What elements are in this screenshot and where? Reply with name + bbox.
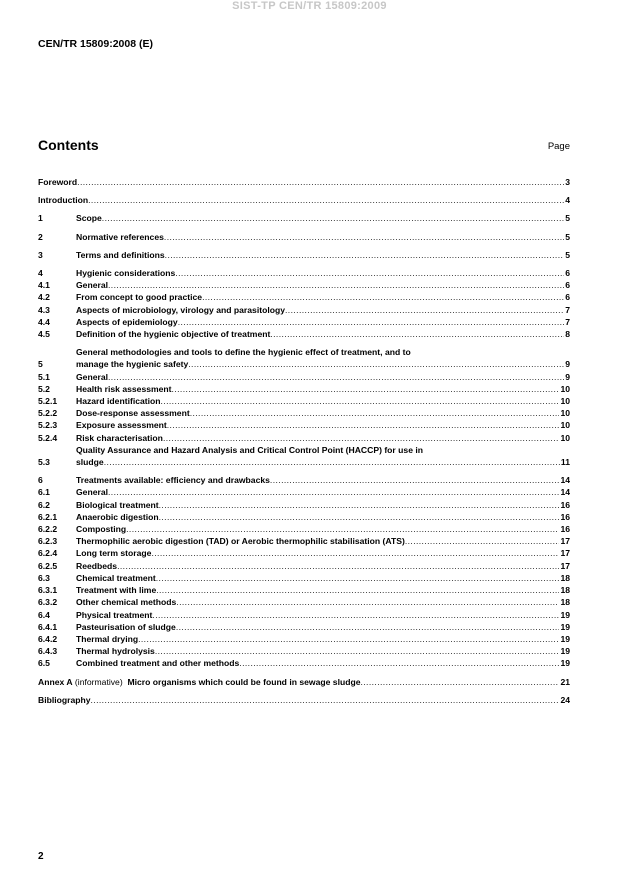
- toc-entry-page: 17: [560, 536, 570, 547]
- toc-entry-title: General: [76, 371, 109, 382]
- toc-entry-title: Long term storage: [76, 548, 152, 559]
- dot-leader: [155, 645, 560, 657]
- toc-entry-number: 6.2.4: [38, 548, 58, 559]
- dot-leader: [167, 419, 560, 431]
- toc-entry[interactable]: [38, 346, 570, 370]
- toc-entry-page: 16: [560, 499, 570, 510]
- toc-entry-title: Exposure assessment: [76, 420, 167, 431]
- toc-entry-title: Treatments available: efficiency and drawbacks: [76, 475, 270, 486]
- page-column-label: Page: [547, 141, 570, 152]
- toc-entry[interactable]: [38, 560, 570, 572]
- toc-entry[interactable]: [38, 584, 570, 596]
- toc-entry-title-line: Quality Assurance and Hazard Analysis and Critical Control Point (HACCP) for use in: [76, 444, 423, 455]
- contents-title: Contents: [38, 137, 99, 153]
- watermark: SIST-TP CEN/TR 15809:2009: [232, 0, 387, 12]
- toc-entry-page: 18: [560, 585, 570, 596]
- toc-entry[interactable]: [38, 596, 570, 608]
- dot-leader: [405, 535, 560, 547]
- toc-entry-page: 21: [560, 676, 570, 687]
- dot-leader: [270, 328, 564, 340]
- dot-leader: [285, 304, 564, 316]
- dot-leader: [176, 596, 559, 608]
- toc-entry-page: 11: [560, 457, 570, 468]
- annex-label: Annex A: [38, 676, 73, 687]
- toc-entry-title: sludge: [76, 457, 104, 468]
- toc-entry-title: Reedbeds: [76, 560, 118, 571]
- toc-entry[interactable]: [38, 176, 570, 188]
- toc-entry-number: 5.2.4: [38, 432, 58, 443]
- toc-entry-title: Thermal drying: [76, 633, 139, 644]
- page-number: 2: [38, 851, 44, 862]
- toc-entry[interactable]: [38, 645, 570, 657]
- toc-entry-number: 4.4: [38, 316, 50, 327]
- toc-entry-number: 5.2: [38, 383, 50, 394]
- toc-entry-number: 5.2.1: [38, 396, 58, 407]
- toc-entry[interactable]: [38, 694, 570, 706]
- toc-entry-page: 5: [565, 249, 570, 260]
- dot-leader: [108, 371, 564, 383]
- toc-entry-page: 6: [565, 292, 570, 303]
- toc-entry-number: 3: [38, 249, 43, 260]
- toc-entry-title: Thermophilic aerobic digestion (TAD) or Aerobic thermophilic stabilisation (ATS): [76, 536, 405, 547]
- toc-entry-number: 6.3.1: [38, 585, 58, 596]
- toc-entry-number: 6: [38, 475, 43, 486]
- toc-entry-title: Treatment with lime: [76, 585, 157, 596]
- toc-entry[interactable]: [38, 383, 570, 395]
- toc-entry[interactable]: [38, 572, 570, 584]
- toc-entry[interactable]: [38, 395, 570, 407]
- toc-entry[interactable]: [38, 474, 570, 486]
- toc-entry-number: 6.2.3: [38, 536, 58, 547]
- toc-entry-page: 6: [565, 280, 570, 291]
- toc-entry-title: [38, 676, 360, 688]
- toc-entry-number: 6.4.3: [38, 646, 58, 657]
- toc-entry-page: 6: [565, 268, 570, 279]
- toc-entry-title: Combined treatment and other methods: [76, 658, 240, 669]
- dot-leader: [360, 676, 559, 688]
- dot-leader: [239, 657, 559, 669]
- toc-entry-number: 6.4.1: [38, 621, 58, 632]
- dot-leader: [175, 267, 564, 279]
- dot-leader: [270, 474, 560, 486]
- toc-entry[interactable]: [38, 676, 570, 688]
- toc-entry-page: 10: [560, 420, 570, 431]
- dot-leader: [104, 456, 560, 468]
- toc-entry[interactable]: [38, 432, 570, 444]
- toc-entry-title: Definition of the hygienic objective of treatment: [76, 329, 271, 340]
- toc-entry-number: 6.4: [38, 609, 50, 620]
- toc-entry-title: Hygienic considerations: [76, 268, 176, 279]
- toc-entry[interactable]: [38, 621, 570, 633]
- toc-entry[interactable]: [38, 486, 570, 498]
- toc-entry-title: Terms and definitions: [76, 249, 165, 260]
- dot-leader: [108, 279, 564, 291]
- toc-entry-number: 4.5: [38, 329, 50, 340]
- annex-type-note: (informative): [72, 676, 126, 687]
- dot-leader: [102, 212, 564, 224]
- toc-entry[interactable]: [38, 444, 570, 468]
- toc-entry-title: Pasteurisation of sludge: [76, 621, 176, 632]
- toc-entry-title: Aspects of epidemiology: [76, 316, 178, 327]
- toc-entry-page: 9: [565, 359, 570, 370]
- toc-entry-number: 5: [38, 359, 43, 370]
- toc-entry-title: From concept to good practice: [76, 292, 203, 303]
- toc-entry-page: 8: [565, 329, 570, 340]
- toc-entry-title: Risk characterisation: [76, 432, 163, 443]
- dot-leader: [156, 584, 559, 596]
- dot-leader: [156, 572, 560, 584]
- toc-entry-number: 6.3.2: [38, 597, 58, 608]
- toc-entry[interactable]: [38, 633, 570, 645]
- toc-entry[interactable]: [38, 267, 570, 279]
- toc-entry[interactable]: [38, 511, 570, 523]
- dot-leader: [178, 316, 565, 328]
- toc-entry-page: 17: [560, 548, 570, 559]
- toc-entry-page: 19: [560, 658, 570, 669]
- dot-leader: [159, 499, 560, 511]
- dot-leader: [164, 231, 564, 243]
- toc-entry-number: 6.5: [38, 658, 50, 669]
- toc-entry-number: 4.2: [38, 292, 50, 303]
- toc-entry-page: 19: [560, 621, 570, 632]
- toc-entry-number: 4.1: [38, 280, 50, 291]
- dot-leader: [172, 383, 560, 395]
- dot-leader: [159, 511, 560, 523]
- toc-entry-page: 24: [560, 694, 570, 705]
- dot-leader: [91, 694, 560, 706]
- toc-entry-page: 10: [560, 383, 570, 394]
- toc-entry-page: 4: [565, 195, 570, 206]
- toc-entry-title: Chemical treatment: [76, 572, 156, 583]
- toc-entry-page: 19: [560, 609, 570, 620]
- toc-entry-number: 6.2.1: [38, 511, 58, 522]
- toc-entry[interactable]: [38, 194, 570, 206]
- toc-entry-title: Other chemical methods: [76, 597, 177, 608]
- dot-leader: [108, 486, 559, 498]
- toc-entry[interactable]: [38, 371, 570, 383]
- dot-leader: [138, 633, 559, 645]
- toc-entry-number: 6.4.2: [38, 633, 58, 644]
- toc-entry-title: Aspects of microbiology, virology and parasitology: [76, 304, 285, 315]
- toc-entry-page: 19: [560, 646, 570, 657]
- toc-entry[interactable]: [38, 316, 570, 328]
- toc-entry-title: General: [76, 487, 109, 498]
- toc-entry-title: Introduction: [38, 195, 89, 206]
- toc-entry-number: 4: [38, 268, 43, 279]
- dot-leader: [202, 291, 564, 303]
- toc-entry-page: 14: [560, 475, 570, 486]
- toc-entry-page: 17: [560, 560, 570, 571]
- toc-entry[interactable]: [38, 279, 570, 291]
- toc-entry-page: 5: [565, 231, 570, 242]
- toc-entry-page: 18: [560, 572, 570, 583]
- toc-entry-title: manage the hygienic safety: [76, 359, 189, 370]
- dot-leader: [88, 194, 564, 206]
- toc-entry-number: 5.3: [38, 457, 50, 468]
- toc-entry-number: 1: [38, 213, 43, 224]
- dot-leader: [161, 395, 560, 407]
- dot-leader: [165, 249, 565, 261]
- toc-entry-number: 5.2.2: [38, 408, 58, 419]
- toc-entry-title: Anaerobic digestion: [76, 511, 159, 522]
- toc-entry-title: Health risk assessment: [76, 383, 172, 394]
- toc-entry-page: 3: [565, 177, 570, 187]
- toc-entry-number: 5.2.3: [38, 420, 58, 431]
- dot-leader: [126, 523, 559, 535]
- toc-entry-title-line: General methodologies and tools to define the hygienic effect of treatment, and to: [76, 347, 411, 358]
- toc-entry-page: 10: [560, 408, 570, 419]
- toc-entry[interactable]: [38, 328, 570, 340]
- toc-entry[interactable]: [38, 657, 570, 669]
- toc-entry-number: 4.3: [38, 304, 50, 315]
- toc-entry-title: General: [76, 280, 109, 291]
- toc-entry[interactable]: [38, 499, 570, 511]
- dot-leader: [151, 547, 559, 559]
- toc-entry[interactable]: [38, 609, 570, 621]
- toc-entry-number: 6.2: [38, 499, 50, 510]
- toc-entry-number: 6.1: [38, 487, 50, 498]
- toc-entry[interactable]: [38, 535, 570, 547]
- dot-leader: [117, 560, 559, 572]
- toc-entry-title: Hazard identification: [76, 396, 161, 407]
- table-of-contents: [38, 176, 570, 706]
- toc-entry[interactable]: [38, 249, 570, 261]
- dot-leader: [190, 407, 560, 419]
- toc-entry[interactable]: [38, 419, 570, 431]
- toc-entry-title: Thermal hydrolysis: [76, 646, 155, 657]
- toc-entry-page: 5: [565, 213, 570, 224]
- toc-entry-number: 2: [38, 231, 43, 242]
- annex-title: Micro organisms which could be found in sewage sludge: [125, 676, 361, 687]
- toc-entry[interactable]: [38, 231, 570, 243]
- toc-entry-page: 9: [565, 371, 570, 382]
- toc-entry-page: 7: [565, 304, 570, 315]
- toc-entry-title: Physical treatment: [76, 609, 153, 620]
- document-id: CEN/TR 15809:2008 (E): [38, 38, 153, 50]
- toc-entry-number: 6.2.2: [38, 524, 58, 535]
- toc-entry[interactable]: [38, 523, 570, 535]
- dot-leader: [77, 176, 564, 188]
- toc-entry-title: Scope: [76, 213, 102, 224]
- toc-entry-page: 7: [565, 316, 570, 327]
- toc-entry-title: Dose-response assessment: [76, 408, 190, 419]
- toc-entry-title: Foreword: [38, 177, 78, 187]
- toc-entry-page: 16: [560, 524, 570, 535]
- toc-entry-page: 16: [560, 511, 570, 522]
- toc-entry-page: 19: [560, 633, 570, 644]
- dot-leader: [176, 621, 560, 633]
- toc-entry[interactable]: [38, 212, 570, 224]
- toc-entry-number: 5.1: [38, 371, 50, 382]
- dot-leader: [152, 609, 559, 621]
- dot-leader: [163, 432, 560, 444]
- toc-entry-title: Bibliography: [38, 694, 91, 705]
- dot-leader: [188, 358, 564, 370]
- toc-entry-title: Normative references: [76, 231, 164, 242]
- toc-entry-number: 6.3: [38, 572, 50, 583]
- toc-entry-page: 18: [560, 597, 570, 608]
- toc-entry[interactable]: [38, 407, 570, 419]
- toc-entry-title: Composting: [76, 524, 127, 535]
- toc-entry-title: Biological treatment: [76, 499, 159, 510]
- toc-entry-number: 6.2.5: [38, 560, 58, 571]
- toc-entry[interactable]: [38, 304, 570, 316]
- toc-entry-page: 10: [560, 432, 570, 443]
- toc-entry[interactable]: [38, 291, 570, 303]
- toc-entry-page: 14: [560, 487, 570, 498]
- toc-entry-page: 10: [560, 396, 570, 407]
- toc-entry[interactable]: [38, 547, 570, 559]
